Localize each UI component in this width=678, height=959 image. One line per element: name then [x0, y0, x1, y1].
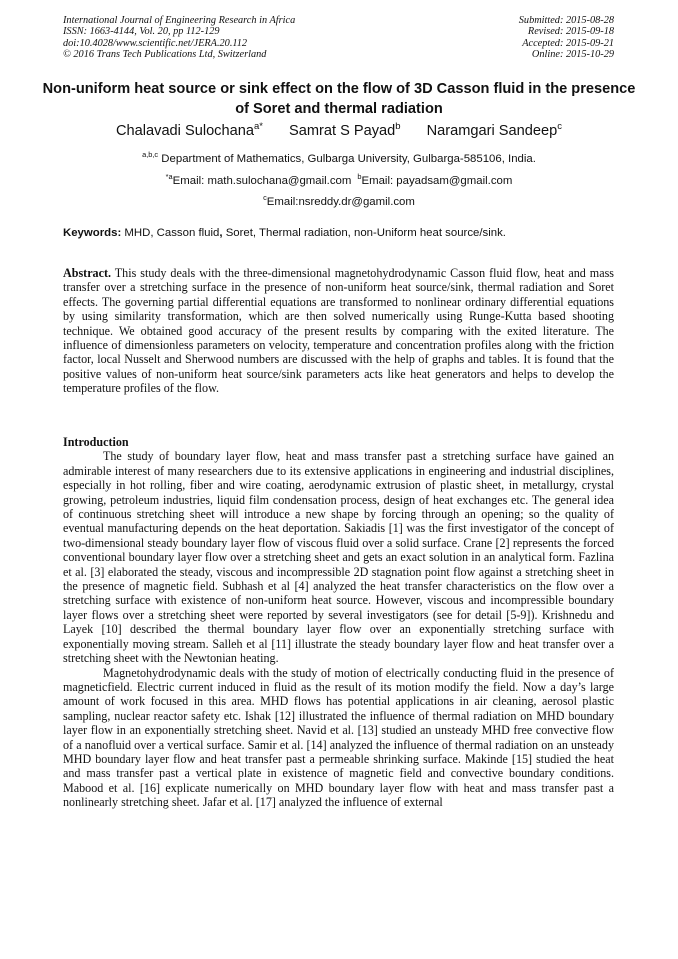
journal-copyright: © 2016 Trans Tech Publications Ltd, Switzerland: [63, 49, 267, 61]
date-revised: Revised: 2015-09-18: [527, 26, 614, 38]
email-3: Email:nsreddy.dr@gamil.com: [266, 196, 415, 208]
journal-issn: ISSN: 1663-4144, Vol. 20, pp 112-129: [63, 26, 220, 38]
abstract-label: Abstract.: [63, 266, 112, 280]
author-list: [0, 122, 678, 140]
paper-title: Non-uniform heat source or sink effect on the flow of 3D Casson fluid in the presence of Soret and thermal radiation: [42, 81, 636, 117]
affiliation: $^{a,b,c}$ Department of Mathematics, Gulbarga University, Gulbarga-585106, India.: [142, 150, 536, 165]
section-heading: Introduction: [63, 435, 129, 449]
journal-name: International Journal of Engineering Research in Africa: [63, 15, 296, 26]
author: Chalavadi Sulochana$^{a*}$: [116, 121, 263, 139]
affiliation-block: [0, 149, 678, 214]
paragraph: Magnetohydrodynamic deals with the study of motion of electrically conducting fluid in the presence of magneticfield. Electric current induced in fluid as the result of its motion modify the field. Now a day’s large amount of work focused in this area. MHD flows has potential applications in air cleaning, aerosol plastic sampling, nuclear reactor safety etc. Ishak [12] illustrated the influence of thermal radiation on MHD boundary layer flow in an exponentially stretching sheet. Navid et al. [13] studied an unsteady MHD free convective flow of a nanofluid over a vertical surface. Samir et al. [14] analyzed the influence of thermal radiation on an unsteady MHD boundary layer flow and heat transfer past a permeable shrinking surface. Makinde [15] studied the heat and mass transfer past a vertical plate in existence of magnetic field and convective boundary conditions. Mabood et al. [16] explicate numerically on MHD boundary layer flow with heat and mass transfer past a nonlinearly stretching sheet. Jafar et al. [17] analyzed the influence of external: [63, 665, 614, 810]
paragraph: The study of boundary layer flow, heat and mass transfer past a stretching surface have gained an admirable interest of many researchers due to its extensive applications in engineering and industrial disciplines, especially in hot rolling, fiber and wire coating, aerodynamic extrusion of plastic sheet, in metallurgy, crystal growing, petroleum industries, liquid film condensation process, design of heat exchanges etc. The general idea of continuous stretching sheet will introduce a new shape by forcing through an opening; so the quality of eventual manufacturing depends on the heat deportation. Sakiadis [1] was the first investigator of the concept of two-dimensional steady boundary layer flow of viscous fluid over a solid surface. Crane [2] represents the forced conventional boundary layer flow over a stretching sheet and gets an exact solution in an analytical form. Fazlina et al. [3] elaborated the steady, viscous and incompressible 2D stagnation point flow against a stretching sheet in the presence of magnetic field. Subhash et al [4] analyzed the heat transfer characteristics on the flow over a stretching surface with existence of non-uniform heat source. However, viscous and incompressible boundary layer flows over a stretching sheet were reported by several investigators (see for detail [5-9]). Krishnedu and Layek [10] described the thermal boundary layer flow over an exponentially stretching surface with exponentially moving stream. Salleh et al [11] illustrate the steady boundary layer flow and heat transfer over a stretching sheet with the Newtonian heating.: [63, 449, 614, 666]
email-line: $^{*a}$Email: math.sulochana@gmail.com $^b$Email: payadsam@gmail.com: [165, 171, 513, 187]
author: Samrat S Payad$^b$: [288, 121, 401, 139]
introduction-section: [63, 435, 614, 810]
journal-info: [63, 15, 295, 61]
journal-doi: doi:10.4028/www.scientific.net/JERA.20.112: [63, 37, 248, 49]
abstract-text: This study deals with the three-dimensional magnetohydrodynamic Casson fluid flow, heat and mass transfer over a stretching surface in the presence of non-uniform heat source/sink, thermal radiation and Soret effects. The governing partial differential equations are transformed to nonlinear ordinary differential equations by using similarity transformation, which are then solved numerically using Runge-Kutta based shooting technique. We obtained good accuracy of the present results by comparing with the exited literature. The influence of dimensionless parameters on velocity, temperature and concentration profiles along with the friction factor, local Nusselt and Sherwood numbers are discussed with the help of graphs and tables. It is found that the positive values of non-uniform heat source/sink parameters acts like heat generators and helps to develop the temperature profiles of the flow.: [63, 266, 614, 396]
keywords: Keywords: MHD, Casson fluid, Soret, Thermal radiation, non-Uniform heat source/sink.: [63, 227, 506, 239]
email-line: $^c$Email:nsreddy.dr@gamil.com: [263, 193, 415, 208]
date-accepted: Accepted: 2015-09-21: [522, 37, 614, 49]
author: Naramgari Sandeep$^c$: [426, 121, 562, 139]
date-submitted: Submitted: 2015-08-28: [518, 15, 614, 26]
submission-dates: [519, 15, 614, 61]
email-2: Email: payadsam@gmail.com: [361, 174, 513, 187]
keywords-label: Keywords:: [63, 227, 122, 239]
abstract: [63, 266, 614, 396]
email-1: Email: math.sulochana@gmail.com: [172, 174, 352, 187]
date-online: Online: 2015-10-29: [531, 49, 614, 61]
